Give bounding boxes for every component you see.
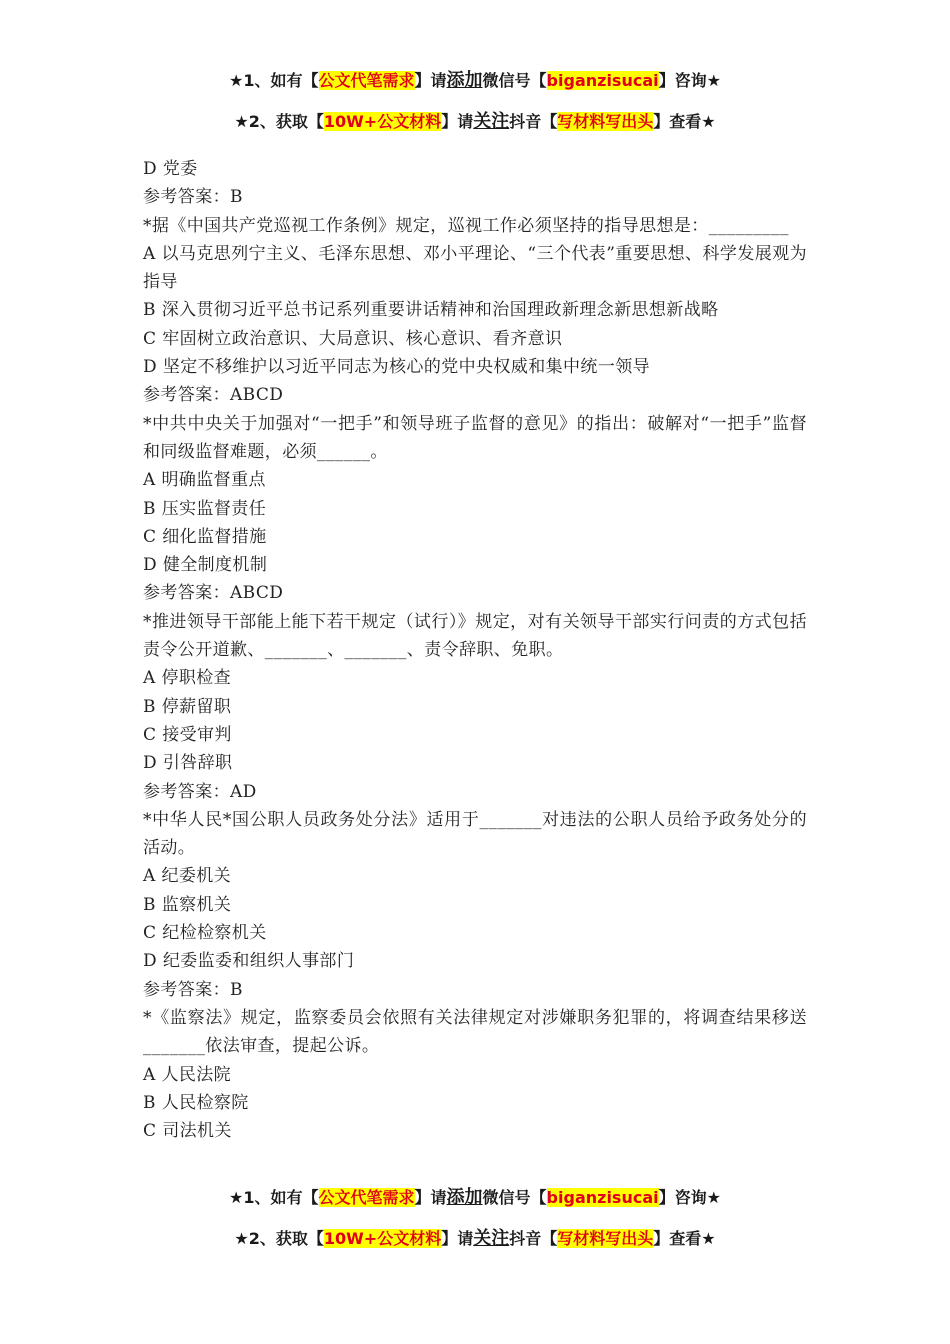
banner-bottom-line-1 — [0, 1187, 950, 1209]
answer-line: 参考答案：B — [143, 187, 243, 208]
banner-prefix: ★1、如有【 — [229, 1188, 319, 1207]
banner-underlined: 添加 — [446, 1187, 483, 1208]
quiz-content — [143, 155, 807, 1145]
banner-prefix: ★2、获取【 — [234, 112, 324, 131]
banner-suffix: 】查看★ — [653, 112, 716, 131]
banner-text: 抖音【 — [509, 112, 558, 131]
banner-suffix: 】查看★ — [653, 1229, 716, 1248]
banner-text: 微信号【 — [482, 71, 547, 90]
banner-text: 抖音【 — [509, 1229, 558, 1248]
banner-highlight: biganzisucai — [546, 71, 659, 90]
question-line: *中华人民*国公职人员政务处分法》适用于_______对违法的公职人员给予政务处分的活动。 — [143, 809, 807, 859]
banner-underlined: 关注 — [473, 1228, 510, 1249]
option-line: C 牢固树立政治意识、大局意识、核心意识、看齐意识 — [143, 328, 563, 349]
option-line: B 压实监督责任 — [143, 498, 267, 519]
option-line: C 司法机关 — [143, 1121, 232, 1142]
answer-line: 参考答案：B — [143, 979, 243, 1000]
option-line: A 以马克思列宁主义、毛泽东思想、邓小平理论、“三个代表”重要思想、科学发展观为指导 — [143, 243, 807, 293]
option-line: D 纪委监委和组织人事部门 — [143, 951, 355, 972]
answer-line: 参考答案：AD — [143, 781, 257, 802]
banner-highlight: 10W+公文材料 — [323, 112, 442, 131]
banner-text: 】请 — [441, 1229, 474, 1248]
option-line: D 健全制度机制 — [143, 555, 268, 576]
banner-top-line-1 — [0, 70, 950, 92]
question-line: *据《中国共产党巡视工作条例》规定，巡视工作必须坚持的指导思想是：_________ — [143, 215, 789, 236]
option-line: B 停薪留职 — [143, 696, 232, 717]
banner-text: 】请 — [414, 71, 447, 90]
banner-highlight: biganzisucai — [546, 1188, 659, 1207]
banner-prefix: ★1、如有【 — [229, 71, 319, 90]
question-line: *中共中央关于加强对“一把手”和领导班子监督的意见》的指出：破解对“一把手”监督和同级监督难题，必须______。 — [143, 413, 807, 462]
option-line: B 深入贯彻习近平总书记系列重要讲话精神和治国理政新理念新思想新战略 — [143, 300, 719, 321]
option-line: B 人民检察院 — [143, 1092, 249, 1113]
banner-top-line-2 — [0, 111, 950, 133]
option-line: D 党委 — [143, 159, 198, 179]
banner-prefix: ★2、获取【 — [234, 1229, 324, 1248]
banner-suffix: 】咨询★ — [658, 71, 721, 90]
option-line: C 纪检检察机关 — [143, 923, 267, 944]
answer-line: 参考答案：ABCD — [143, 583, 284, 604]
banner-highlight: 公文代笔需求 — [318, 71, 415, 90]
option-line: A 人民法院 — [143, 1064, 232, 1085]
banner-text: 微信号【 — [482, 1188, 547, 1207]
banner-text: 】请 — [414, 1188, 447, 1207]
option-line: D 坚定不移维护以习近平同志为核心的党中央权威和集中统一领导 — [143, 357, 651, 378]
banner-highlight: 公文代笔需求 — [318, 1188, 415, 1207]
option-line: A 停职检查 — [143, 668, 232, 689]
option-line: C 细化监督措施 — [143, 526, 267, 547]
banner-bottom-line-2 — [0, 1228, 950, 1250]
question-line: *推进领导干部能上能下若干规定（试行）》规定，对有关领导干部实行问责的方式包括责令公开道歉、_______、_______、责令辞职、免职。 — [143, 611, 807, 661]
answer-line: 参考答案：ABCD — [143, 385, 284, 406]
option-line: B 监察机关 — [143, 894, 232, 915]
banner-highlight: 10W+公文材料 — [323, 1229, 442, 1248]
banner-underlined: 关注 — [473, 111, 510, 132]
option-line: C 接受审判 — [143, 724, 232, 745]
banner-highlight: 写材料写出头 — [557, 112, 654, 131]
option-line: D 引咎辞职 — [143, 753, 233, 774]
banner-underlined: 添加 — [446, 70, 483, 91]
option-line: A 明确监督重点 — [143, 470, 266, 491]
question-line: *《监察法》规定，监察委员会依照有关法律规定对涉嫌职务犯罪的，将调查结果移送_______依法审查，提起公诉。 — [143, 1007, 807, 1057]
banner-suffix: 】咨询★ — [658, 1188, 721, 1207]
banner-text: 】请 — [441, 112, 474, 131]
banner-highlight: 写材料写出头 — [557, 1229, 654, 1248]
option-line: A 纪委机关 — [143, 866, 232, 887]
